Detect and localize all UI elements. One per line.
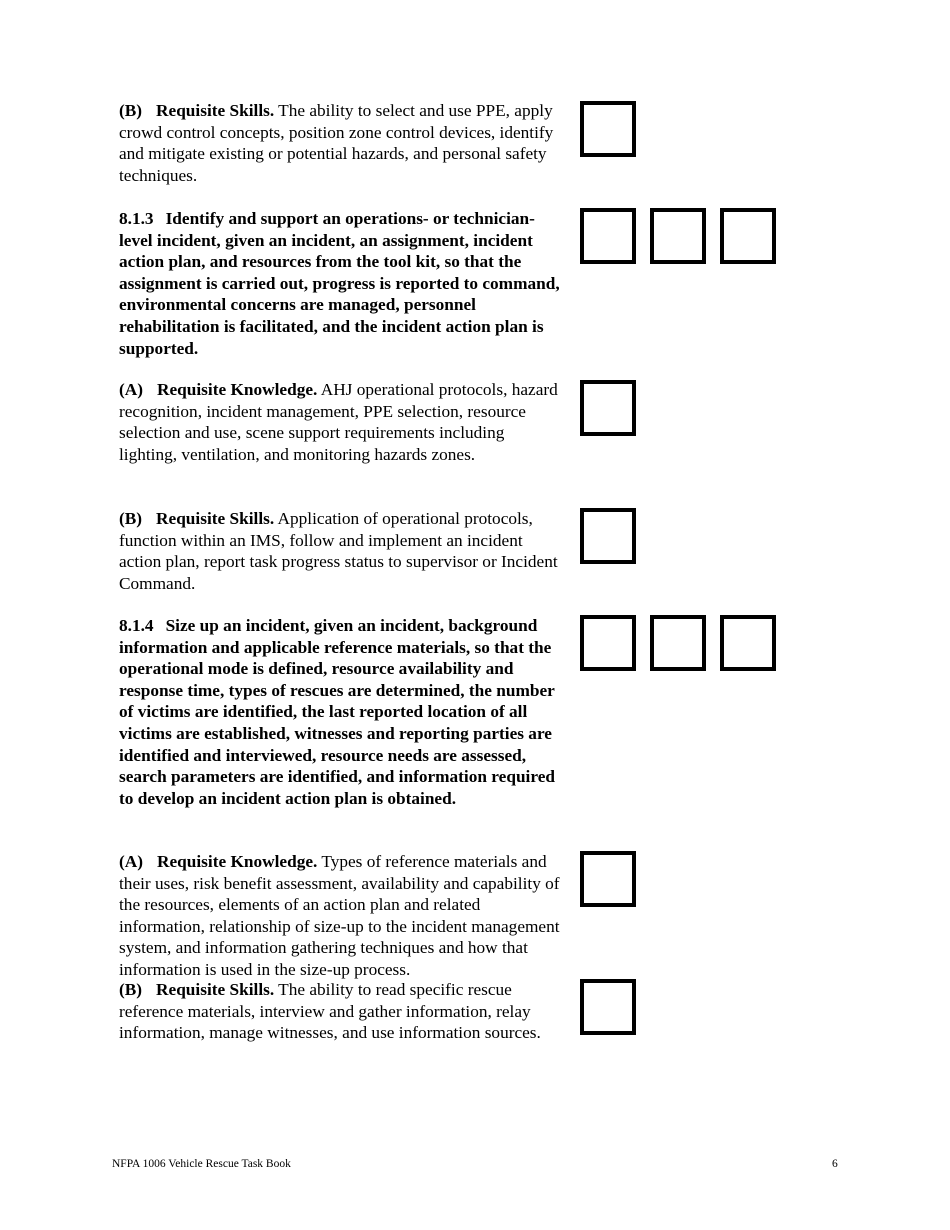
signoff-checkbox[interactable] [580, 979, 636, 1035]
item-text: The ability to read specific rescue reference materials, interview and gather information, relay information, manage witnesses, and use information sources. [119, 980, 541, 1043]
task-number: 8.1.3 [119, 209, 154, 228]
item-label: (A) [119, 852, 143, 871]
item-label: (B) [119, 101, 143, 120]
item-heading: Requisite Knowledge. [157, 852, 318, 871]
signoff-checkbox[interactable] [580, 615, 636, 671]
signoff-checkbox[interactable] [650, 615, 706, 671]
signoff-checkbox[interactable] [720, 615, 776, 671]
signoff-checkbox[interactable] [580, 380, 636, 436]
task-text: Size up an incident, given an incident, background information and applicable reference materials, so that the operational mode is defined, resource availability and response time, types of rescues are determined, the number of victims are identified, the last reported location of all victims are established, witnesses and reporting parties are identified and interviewed, resource needs are assessed, search parameters are identified, and information required to develop an incident action plan is obtained. [119, 616, 555, 808]
task-paragraph [119, 208, 566, 359]
footer-title: NFPA 1006 Vehicle Rescue Task Book [112, 1158, 291, 1170]
item-text: AHJ operational protocols, hazard recognition, incident management, PPE selection, resource selection and use, scene support requirements including lighting, ventilation, and monitoring hazards zones. [119, 380, 558, 464]
signoff-checkbox[interactable] [580, 101, 636, 157]
signoff-checkbox[interactable] [720, 208, 776, 264]
signoff-checkbox[interactable] [580, 851, 636, 907]
signoff-checkbox[interactable] [580, 208, 636, 264]
item-label: (B) [119, 509, 143, 528]
task-paragraph [119, 615, 566, 809]
item-text: Application of operational protocols, function within an IMS, follow and implement an incident action plan, report task progress status to supervisor or Incident Command. [119, 509, 558, 593]
skills-paragraph [119, 979, 566, 1044]
item-text: Types of reference materials and their uses, risk benefit assessment, availability and capability of the resources, elements of an action plan and related information, relationship of size-up to the incident management system, and information gathering techniques and how that information is used in the size-up process. [119, 852, 560, 979]
task-number: 8.1.4 [119, 616, 154, 635]
signoff-checkbox[interactable] [650, 208, 706, 264]
item-label: (B) [119, 980, 143, 999]
item-heading: Requisite Skills. [156, 101, 275, 120]
task-text: Identify and support an operations- or technician-level incident, given an incident, an assignment, incident action plan, and resources from the tool kit, so that the assignment is carried out, progress is reported to command, environmental concerns are managed, personnel rehabilitation is facilitated, and the incident action plan is supported. [119, 209, 560, 358]
page-number: 6 [832, 1158, 838, 1170]
item-heading: Requisite Skills. [156, 509, 275, 528]
knowledge-paragraph [119, 379, 566, 465]
signoff-checkbox[interactable] [580, 508, 636, 564]
item-heading: Requisite Knowledge. [157, 380, 318, 399]
item-heading: Requisite Skills. [156, 980, 275, 999]
item-text: The ability to select and use PPE, apply crowd control concepts, position zone control devices, identify and mitigate existing or potential hazards, and personal safety techniques. [119, 101, 554, 185]
item-label: (A) [119, 380, 143, 399]
skills-paragraph [119, 508, 566, 594]
knowledge-paragraph [119, 851, 566, 981]
skills-paragraph [119, 100, 566, 186]
